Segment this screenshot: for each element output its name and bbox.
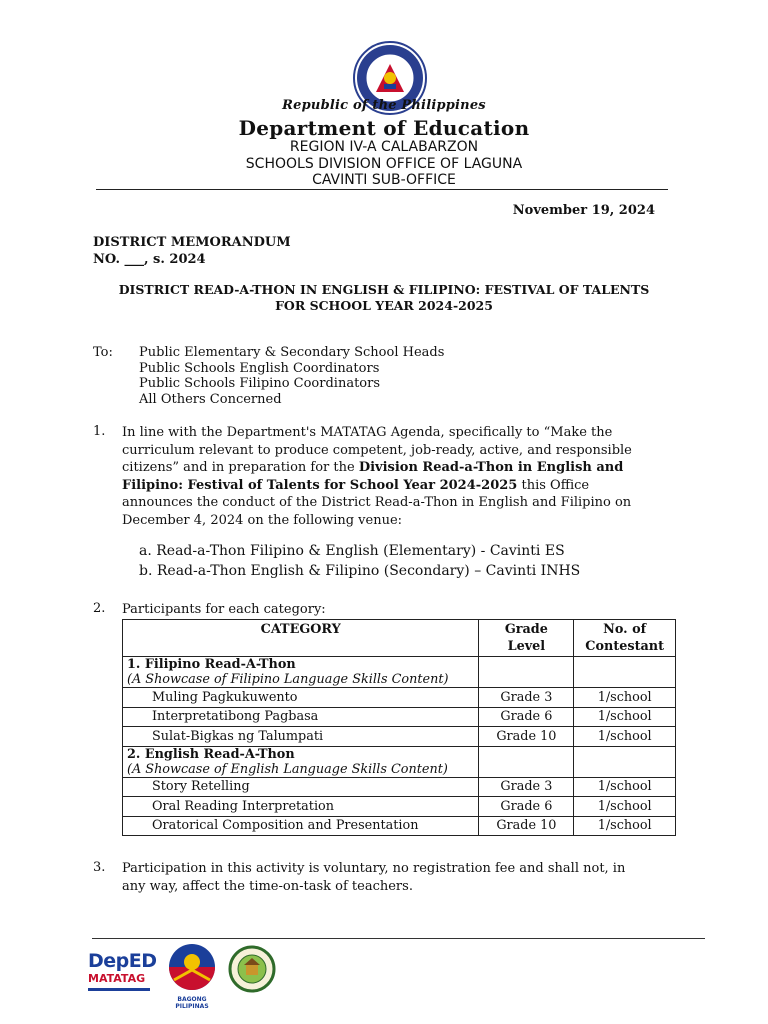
table-group-row [123, 657, 676, 688]
region-heading: REGION IV-A CALABARZON [289, 139, 479, 155]
category-name: Oratorical Composition and Presentation [123, 816, 479, 836]
category-table [122, 619, 676, 836]
paragraph-1 [122, 424, 682, 529]
bagong-pilipinas-emblem [160, 942, 224, 992]
group-title: 1. Filipino Read-A-Thon [127, 657, 296, 672]
contestant-count: 1/school [574, 797, 676, 817]
subject-line-2: FOR SCHOOL YEAR 2024-2025 [275, 298, 493, 313]
department-heading: Department of Education [238, 116, 530, 140]
table-cell [574, 657, 676, 688]
paragraph-1-line: December 4, 2024 on the following venue: [122, 512, 403, 528]
category-name: Story Retelling [123, 777, 479, 797]
deped-logo-bar [88, 988, 150, 991]
paragraph-1-line: announces the conduct of the District Read-a-Thon in English and Filipino on [122, 495, 632, 510]
header-no-line: No. of [603, 622, 647, 637]
grade-level: Grade 3 [479, 688, 574, 708]
contestant-count: 1/school [574, 727, 676, 747]
paragraph-1-bold: Division Read-a-Thon in English and [358, 460, 624, 475]
venue-option-b: b. Read-a-Thon English & Filipino (Secondary) – Cavinti INHS [139, 563, 581, 579]
group-cell [123, 746, 479, 777]
paragraph-2: Participants for each category: [122, 602, 326, 617]
contestant-count: 1/school [574, 688, 676, 708]
group-subtitle: (A Showcase of English Language Skills Content) [127, 761, 448, 777]
deped-matatag-logo [88, 944, 157, 1000]
memo-number: NO. ___, s. 2024 [93, 252, 206, 267]
table-cell [574, 746, 676, 777]
paragraph-1-line: In line with the Department's MATATAG Agenda, specifically to “Make the [122, 425, 613, 440]
paragraph-1-text: this Office [517, 477, 590, 493]
category-name: Muling Pagkukuwento [123, 688, 479, 708]
recipient-item: All Others Concerned [139, 392, 282, 408]
group-title: 2. English Read-A-Thon [127, 746, 295, 762]
category-name: Oral Reading Interpretation [123, 797, 479, 817]
grade-level: Grade 6 [479, 797, 574, 817]
contestant-count: 1/school [574, 816, 676, 836]
paragraph-3-number: 3. [93, 860, 106, 875]
table-row [123, 816, 676, 836]
table-row [123, 727, 676, 747]
table-cell [479, 657, 574, 688]
division-heading: SCHOOLS DIVISION OFFICE OF LAGUNA [245, 156, 523, 172]
paragraph-1-line [122, 459, 682, 477]
table-group-row [123, 746, 676, 777]
paragraph-1-line [122, 477, 682, 495]
header-level-line: Level [507, 639, 546, 654]
header-contestant-line: Contestant [585, 639, 664, 654]
grade-level: Grade 10 [479, 727, 574, 747]
memo-subject [93, 282, 675, 314]
venue-option-a: a. Read-a-Thon Filipino & English (Elementary) - Cavinti ES [139, 543, 565, 559]
grade-level: Grade 6 [479, 707, 574, 727]
suboffice-heading: CAVINTI SUB-OFFICE [312, 172, 456, 188]
recipient-item: Public Schools English Coordinators [139, 360, 380, 376]
paragraph-1-text: citizens” and in preparation for the [122, 460, 359, 475]
republic-heading: Republic of the Philippines [282, 98, 486, 113]
paragraph-3-line: any way, affect the time-on-task of teachers. [122, 878, 413, 894]
table-cell [479, 746, 574, 777]
deped-wordmark: DepED [88, 950, 157, 972]
recipient-item: Public Schools Filipino Coordinators [139, 376, 381, 392]
to-label: To: [93, 345, 113, 360]
header-category: CATEGORY [123, 620, 479, 657]
grade-level: Grade 3 [479, 777, 574, 797]
grade-level: Grade 10 [479, 816, 574, 836]
bagong-pilipinas-text: BAGONG PILIPINAS [175, 996, 209, 1010]
contestant-count: 1/school [574, 707, 676, 727]
paragraph-3-line: Participation in this activity is voluntary, no registration fee and shall not, in [122, 861, 626, 876]
subject-line-1: DISTRICT READ-A-THON IN ENGLISH & FILIPINO: FESTIVAL OF TALENTS [118, 282, 650, 297]
recipients-list [139, 345, 444, 408]
district-seal-emblem [228, 945, 276, 993]
paragraph-1-number: 1. [93, 424, 106, 439]
table-row [123, 777, 676, 797]
paragraph-1-bold: Filipino: Festival of Talents for School Year 2024-2025 [122, 477, 518, 493]
paragraph-3 [122, 860, 682, 895]
cavinti-district-seal [228, 945, 276, 993]
memo-type: DISTRICT MEMORANDUM [93, 235, 291, 250]
table-row [123, 797, 676, 817]
paragraph-2-number: 2. [93, 601, 106, 616]
table-row [123, 688, 676, 708]
header-divider [96, 189, 668, 190]
category-name: Sulat-Bigkas ng Talumpati [123, 727, 479, 747]
table-row [123, 707, 676, 727]
category-name: Interpretatibong Pagbasa [123, 707, 479, 727]
header-grade-level [479, 620, 574, 657]
contestant-count: 1/school [574, 777, 676, 797]
header-no-of-contestant [574, 620, 676, 657]
paragraph-1-line: curriculum relevant to produce competent, job-ready, active, and responsible [122, 442, 632, 458]
footer-divider [92, 938, 705, 939]
recipient-item: Public Elementary & Secondary School Heads [139, 345, 445, 360]
table-header-row [123, 620, 676, 657]
memo-date: November 19, 2024 [512, 203, 655, 218]
matatag-wordmark: MATATAG [88, 972, 146, 985]
group-subtitle: (A Showcase of Filipino Language Skills Content) [127, 672, 449, 687]
group-cell [123, 657, 479, 688]
bagong-pilipinas-logo [160, 942, 224, 1010]
header-grade-line: Grade [504, 622, 548, 637]
